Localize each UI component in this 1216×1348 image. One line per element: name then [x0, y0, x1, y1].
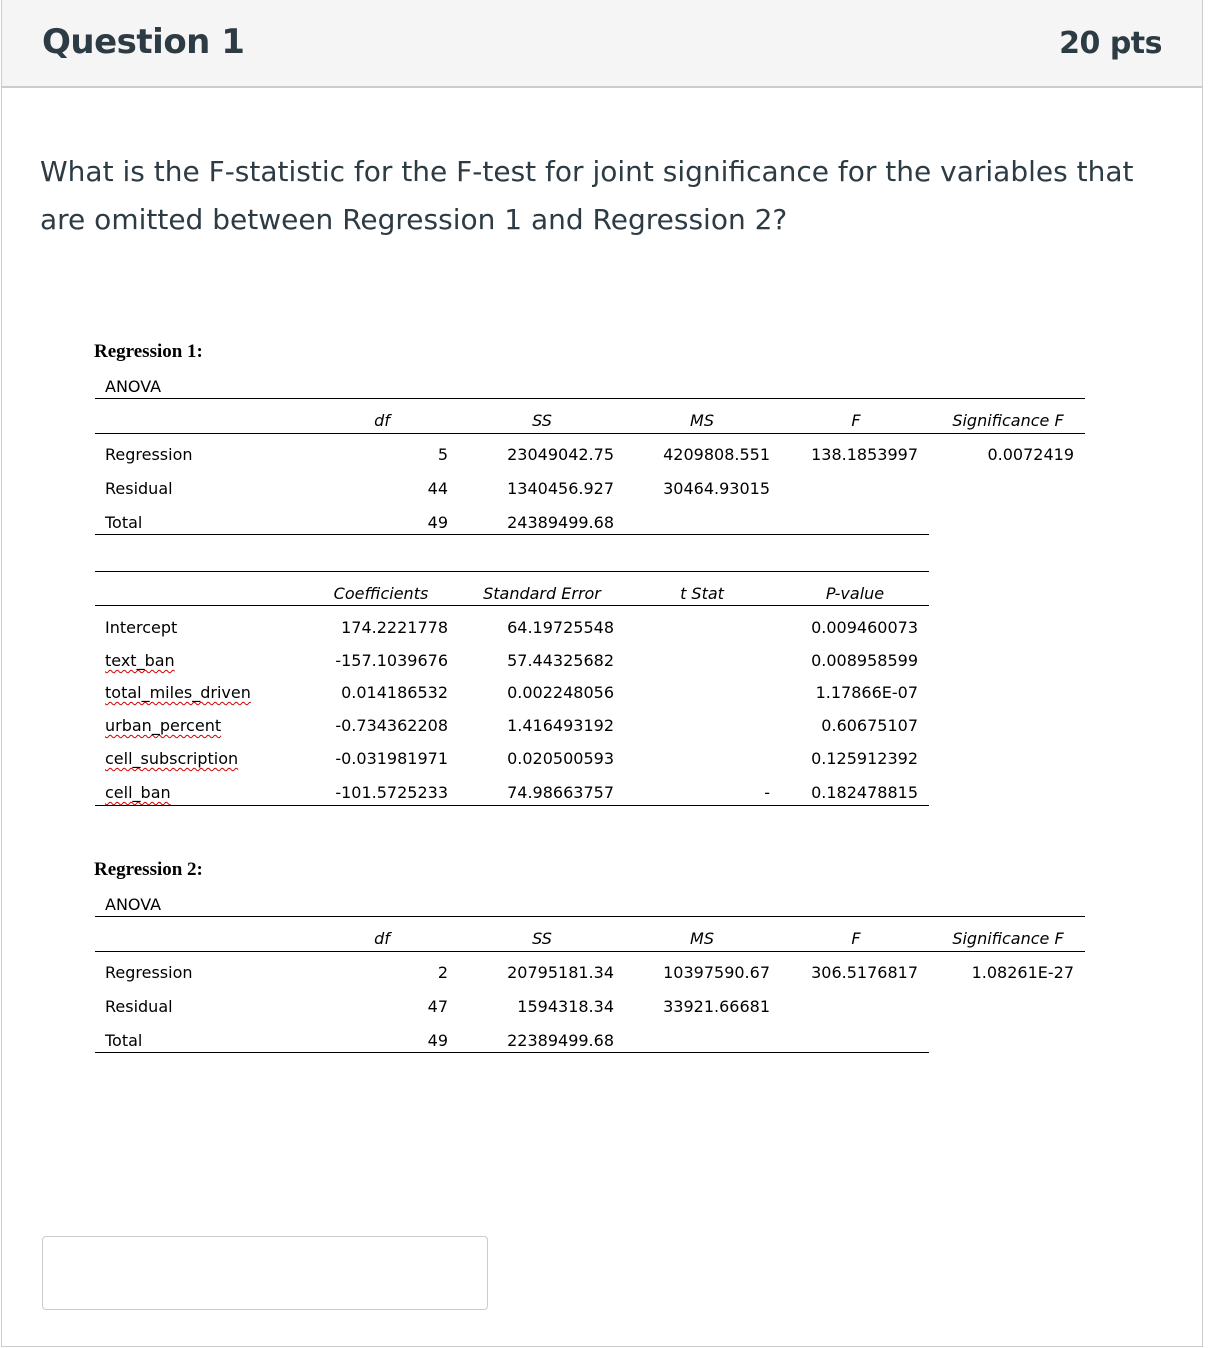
coef-row-name: urban_percent: [105, 716, 222, 735]
se-value: 0.002248056: [507, 683, 614, 702]
reg2-anova-row-name: Total: [105, 1031, 143, 1050]
coef-row-name: Intercept: [105, 618, 178, 637]
reg1-coef-top-rule: [95, 571, 929, 572]
pvalue-value: 0.60675107: [821, 716, 918, 735]
reg2-anova-df: 49: [427, 1031, 448, 1050]
reg2-anova-f: 306.5176817: [811, 963, 918, 982]
reg2-anova-df: 2: [437, 963, 448, 982]
pvalue-value: 1.17866E-07: [815, 683, 918, 702]
question-title: Question 1: [42, 22, 245, 62]
reg2-header-ms: MS: [690, 929, 714, 948]
coef-row-name: total_miles_driven: [105, 683, 251, 702]
reg1-header-ss: SS: [532, 411, 552, 430]
reg1-coef-bottom-rule: [95, 805, 929, 806]
reg2-anova-row-name: Regression: [105, 963, 193, 982]
coef-value: -157.1039676: [335, 651, 448, 670]
reg1-anova-row-name: Residual: [105, 479, 173, 498]
reg1-anova-label: ANOVA: [105, 377, 162, 396]
reg1-header-ms: MS: [690, 411, 714, 430]
reg2-anova-ms: 33921.66681: [663, 997, 770, 1016]
coef-row-name: text_ban: [105, 651, 175, 670]
coef-row-name: cell_subscription: [105, 749, 239, 768]
tstat-value: -: [764, 783, 770, 802]
reg1-anova-df: 5: [437, 445, 448, 464]
reg1-anova-header-rule: [95, 433, 1085, 434]
reg1-anova-df: 44: [427, 479, 448, 498]
reg2-anova-ms: 10397590.67: [663, 963, 770, 982]
reg1-anova-row-name: Total: [105, 513, 143, 532]
reg2-anova-row-name: Residual: [105, 997, 173, 1016]
reg1-anova-ms: 4209808.551: [663, 445, 770, 464]
reg1-anova-ss: 23049042.75: [507, 445, 614, 464]
reg1-header-coef: Coefficients: [333, 584, 429, 603]
reg1-header-pvalue: P-value: [825, 584, 885, 603]
reg2-anova-ss: 1594318.34: [517, 997, 614, 1016]
pvalue-value: 0.182478815: [811, 783, 918, 802]
reg1-anova-f: 138.1853997: [811, 445, 918, 464]
se-value: 57.44325682: [507, 651, 614, 670]
reg2-anova-label: ANOVA: [105, 895, 162, 914]
coef-value: -101.5725233: [335, 783, 448, 802]
question-header: [2, 0, 1202, 88]
reg1-header-se: Standard Error: [483, 584, 601, 603]
coef-value: -0.031981971: [335, 749, 448, 768]
answer-input[interactable]: [42, 1236, 488, 1310]
reg1-anova-top-rule: [95, 398, 1085, 399]
reg2-header-ss: SS: [532, 929, 552, 948]
coef-value: 174.2221778: [341, 618, 448, 637]
reg2-title: Regression 2:: [94, 859, 203, 880]
reg1-anova-ms: 30464.93015: [663, 479, 770, 498]
reg1-anova-df: 49: [427, 513, 448, 532]
question-text: What is the F-statistic for the F-test for joint significance for the variables that are omitted between Regression 1 and Regression 2?: [40, 155, 1134, 236]
reg1-anova-bottom-rule: [95, 534, 929, 535]
reg1-title: Regression 1:: [94, 341, 203, 362]
se-value: 1.416493192: [507, 716, 614, 735]
pvalue-value: 0.009460073: [811, 618, 918, 637]
reg1-anova-sig: 0.0072419: [987, 445, 1074, 464]
reg2-header-f: F: [851, 929, 861, 948]
reg1-anova-row-name: Regression: [105, 445, 193, 464]
reg2-anova-top-rule: [95, 916, 1085, 917]
reg2-anova-ss: 20795181.34: [507, 963, 614, 982]
reg1-anova-ss: 1340456.927: [507, 479, 614, 498]
coef-value: 0.014186532: [341, 683, 448, 702]
reg1-header-sig: Significance F: [952, 411, 1064, 430]
se-value: 64.19725548: [507, 618, 614, 637]
question-points: 20 pts: [1059, 26, 1162, 61]
reg1-coef-header-rule: [95, 605, 929, 606]
se-value: 74.98663757: [507, 783, 614, 802]
coef-row-name: cell_ban: [105, 783, 171, 802]
pvalue-value: 0.008958599: [811, 651, 918, 670]
reg2-anova-header-rule: [95, 951, 1085, 952]
reg1-anova-ss: 24389499.68: [507, 513, 614, 532]
pvalue-value: 0.125912392: [811, 749, 918, 768]
reg1-header-df: df: [374, 411, 390, 430]
reg2-header-df: df: [374, 929, 390, 948]
reg1-header-f: F: [851, 411, 861, 430]
reg2-anova-ss: 22389499.68: [507, 1031, 614, 1050]
reg2-header-sig: Significance F: [952, 929, 1064, 948]
se-value: 0.020500593: [507, 749, 614, 768]
coef-value: -0.734362208: [335, 716, 448, 735]
reg2-anova-df: 47: [427, 997, 448, 1016]
reg1-header-tstat: t Stat: [680, 584, 724, 603]
reg2-anova-bottom-rule: [95, 1052, 929, 1053]
reg2-anova-sig: 1.08261E-27: [971, 963, 1074, 982]
